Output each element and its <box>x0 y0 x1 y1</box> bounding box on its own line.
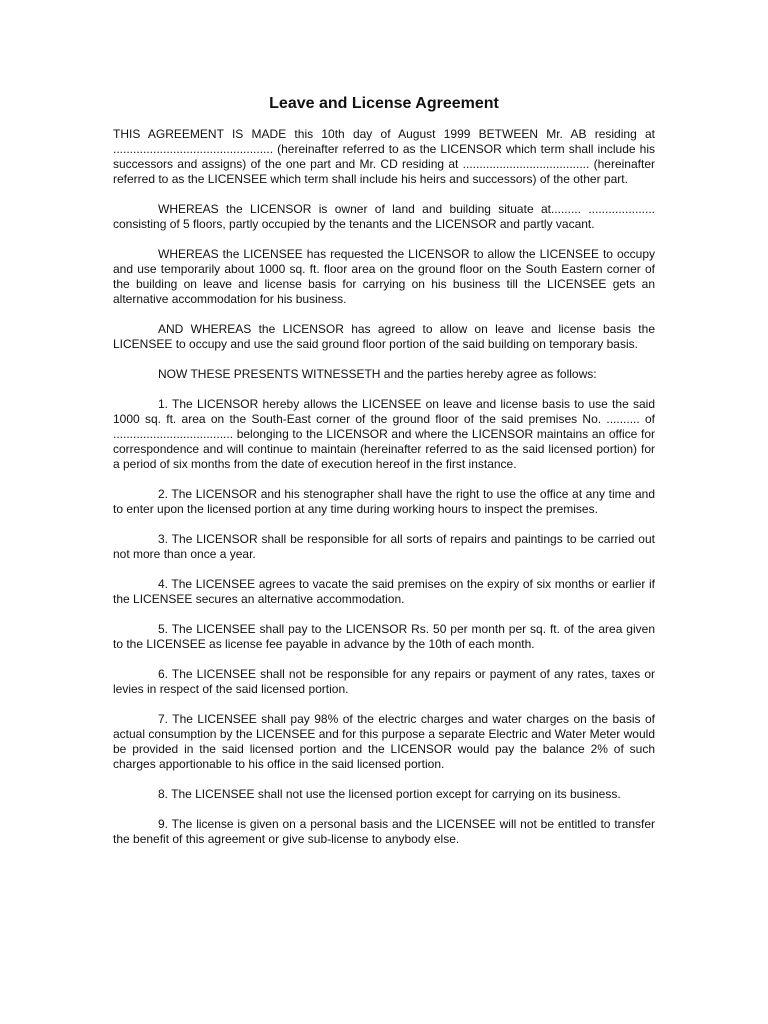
clause-8: 8. The LICENSEE shall not use the licensed portion except for carrying on its business. <box>158 787 621 801</box>
clause-1: 1. The LICENSOR hereby allows the LICENSEE on leave and license basis to use the said 1000 sq. ft. area on the South-East corner of the ground floor of the said premises No. .......... of .................................... belonging to the LICENSOR and where the LICENSOR maintains an office for correspondence and will continue to maintain (hereinafter referred to as the said licensed portion) for a period of six months from the date of execution hereof in the first instance. <box>113 397 655 471</box>
clause-3: 3. The LICENSOR shall be responsible for all sorts of repairs and paintings to be carried out not more than once a year. <box>113 532 655 561</box>
intro-paragraph: THIS AGREEMENT IS MADE this 10th day of August 1999 BETWEEN Mr. AB residing at ................................................ (hereinafter referred to as the LICENSOR which term shall include his successors and assigns) of the one part and Mr. CD residing at ...................................... (hereinafter referred to as the LICENSEE which term shall include his heirs and successors) of the other part. <box>113 127 655 186</box>
witnesseth-paragraph: NOW THESE PRESENTS WITNESSETH and the parties hereby agree as follows: <box>158 367 597 381</box>
clause-5: 5. The LICENSEE shall pay to the LICENSOR Rs. 50 per month per sq. ft. of the area given to the LICENSEE as license fee payable in advance by the 10th of each month. <box>113 622 655 651</box>
whereas-paragraph-1: WHEREAS the LICENSOR is owner of land and building situate at......... .................... consisting of 5 floors, partly occupied by the tenants and the LICENSOR and partly vacant. <box>113 202 655 231</box>
clause-2: 2. The LICENSOR and his stenographer shall have the right to use the office at any time and to enter upon the licensed portion at any time during working hours to inspect the premises. <box>113 487 655 516</box>
clause-9: 9. The license is given on a personal basis and the LICENSEE will not be entitled to transfer the benefit of this agreement or give sub-license to anybody else. <box>113 817 655 846</box>
clause-6: 6. The LICENSEE shall not be responsible for any repairs or payment of any rates, taxes or levies in respect of the said licensed portion. <box>113 667 655 696</box>
document-title: Leave and License Agreement <box>269 95 499 112</box>
whereas-paragraph-2: WHEREAS the LICENSEE has requested the LICENSOR to allow the LICENSEE to occupy and use temporarily about 1000 sq. ft. floor area on the ground floor on the South Eastern corner of the building on leave and license basis for carrying on his business till the LICENSEE gets an alternative accommodation for his business. <box>113 247 655 306</box>
clause-7: 7. The LICENSEE shall pay 98% of the electric charges and water charges on the basis of actual consumption by the LICENSEE and for this purpose a separate Electric and Water Meter would be provided in the said licensed portion and the LICENSOR would pay the balance 2% of such charges apportionable to his office in the said licensed portion. <box>113 712 655 771</box>
whereas-paragraph-3: AND WHEREAS the LICENSOR has agreed to allow on leave and license basis the LICENSEE to occupy and use the said ground floor portion of the said building on temporary basis. <box>113 322 655 351</box>
clause-4: 4. The LICENSEE agrees to vacate the said premises on the expiry of six months or earlier if the LICENSEE secures an alternative accommodation. <box>113 577 655 606</box>
